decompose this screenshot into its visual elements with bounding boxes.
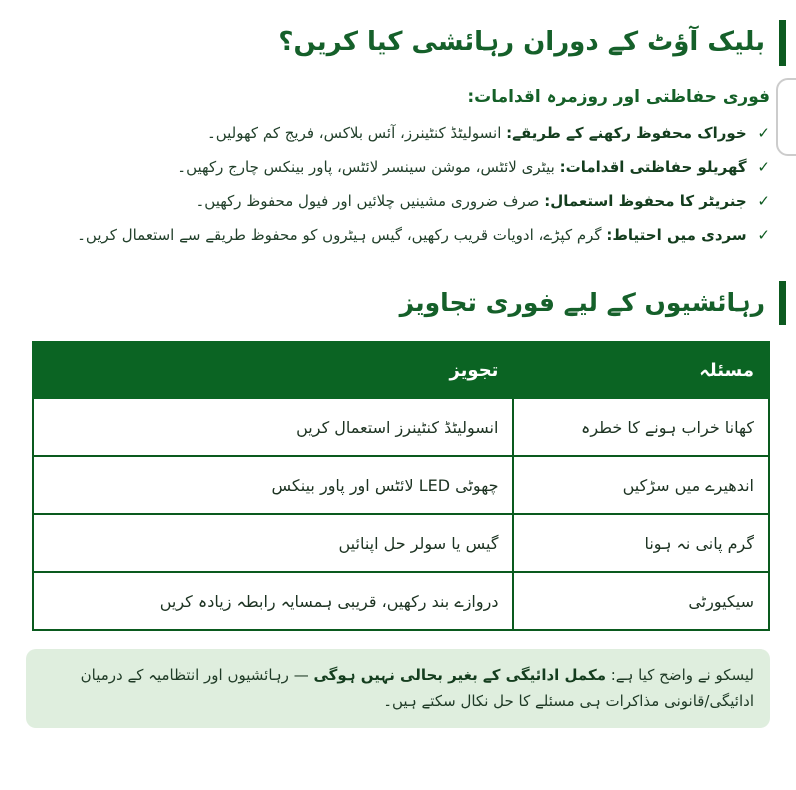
suggestions-table — [32, 341, 770, 631]
problem-cell: سیکیورٹی — [513, 572, 769, 630]
table-row — [33, 456, 769, 514]
check-icon: ✓ — [757, 123, 770, 142]
problem-cell: کھانا خراب ہونے کا خطرہ — [513, 398, 769, 456]
checklist-item-label: سردی میں احتیاط: — [606, 225, 747, 244]
lesco-notice-box — [26, 649, 770, 728]
suggestions-title: رہائشیوں کے لیے فوری تجاویز — [26, 281, 786, 326]
table-row — [33, 398, 769, 456]
column-header-problem: مسئلہ — [513, 342, 769, 398]
notice-bold-text: مکمل ادائیگی کے بغیر بحالی نہیں ہوگی — [313, 666, 606, 685]
table-row — [33, 572, 769, 630]
notice-lead: لیسکو نے واضح کیا ہے: — [605, 666, 754, 685]
checklist-item-text: صرف ضروری مشینیں چلائیں اور فیول محفوظ رکھیں۔ — [195, 191, 540, 210]
notice-rest: — رہائشیوں اور انتظامیہ کے درمیان ادائیگی/قانونی مذاکرات ہی مسئلے کا حل نکال سکتے ہیں۔ — [80, 666, 754, 710]
page-title: بلیک آؤٹ کے دوران رہائشی کیا کریں؟ — [26, 20, 786, 66]
suggestion-cell: انسولیٹڈ کنٹینرز استعمال کریں — [33, 398, 513, 456]
check-icon: ✓ — [757, 157, 770, 176]
checklist-item-label: خوراک محفوظ رکھنے کے طریقے: — [506, 123, 747, 142]
column-header-suggestion: تجویز — [33, 342, 513, 398]
checklist-item-text: گرم کپڑے، ادویات قریب رکھیں، گیس ہیٹروں کو محفوظ طریقے سے استعمال کریں۔ — [77, 225, 602, 244]
side-flyout-partial[interactable] — [776, 78, 796, 156]
table-row — [33, 514, 769, 572]
checklist-item-label: گھریلو حفاظتی اقدامات: — [559, 157, 747, 176]
suggestion-cell: گیس یا سولر حل اپنائیں — [33, 514, 513, 572]
table-header-row — [33, 342, 769, 398]
problem-cell: اندھیرے میں سڑکیں — [513, 456, 769, 514]
safety-checklist — [26, 121, 770, 247]
checklist-item — [26, 223, 770, 247]
checklist-item-text: انسولیٹڈ کنٹینرز، آئس بلاکس، فریج کم کھولیں۔ — [206, 123, 502, 142]
suggestion-cell: دروازے بند رکھیں، قریبی ہمسایہ رابطہ زیادہ کریں — [33, 572, 513, 630]
suggestion-cell: چھوٹی LED لائٹس اور پاور بینکس — [33, 456, 513, 514]
checklist-item — [26, 155, 770, 179]
checklist-item — [26, 121, 770, 145]
problem-cell: گرم پانی نہ ہونا — [513, 514, 769, 572]
section-subtitle: فوری حفاظتی اور روزمرہ اقدامات: — [467, 86, 770, 107]
checklist-item — [26, 189, 770, 213]
checklist-item-text: بیٹری لائٹس، موشن سینسر لائٹس، پاور بینکس چارج رکھیں۔ — [177, 157, 555, 176]
check-icon: ✓ — [757, 191, 770, 210]
checklist-item-label: جنریٹر کا محفوظ استعمال: — [544, 191, 747, 210]
check-icon: ✓ — [757, 225, 770, 244]
